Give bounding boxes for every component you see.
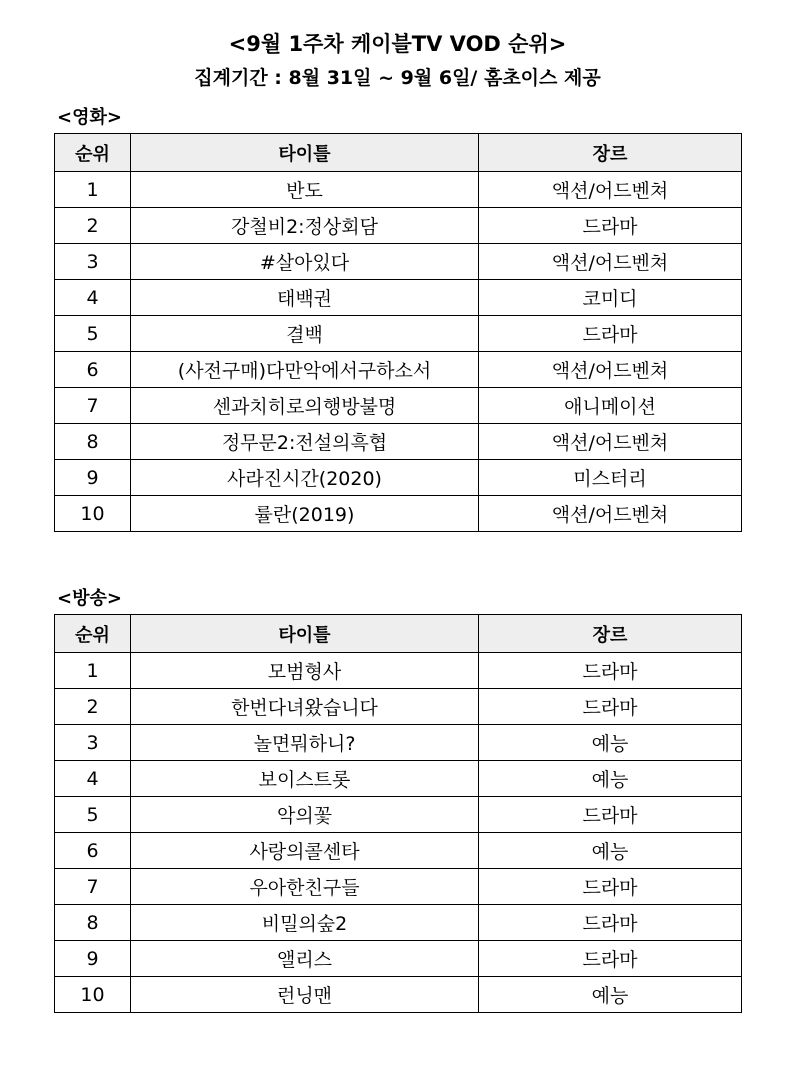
- genre-cell: 드라마: [479, 316, 742, 352]
- title-cell: 반도: [131, 172, 479, 208]
- genre-cell: 코미디: [479, 280, 742, 316]
- rank-cell: 10: [55, 977, 131, 1013]
- table-row: [55, 869, 742, 905]
- rank-cell: 7: [55, 869, 131, 905]
- column-header-rank: 순위: [55, 134, 131, 172]
- title-cell: 태백권: [131, 280, 479, 316]
- title-cell: 센과치히로의행방불명: [131, 388, 479, 424]
- table-row: [55, 316, 742, 352]
- genre-cell: 드라마: [479, 905, 742, 941]
- title-cell: 놀면뭐하니?: [131, 725, 479, 761]
- broadcast-section-label: <방송>: [57, 588, 122, 609]
- title-cell: #살아있다: [131, 244, 479, 280]
- genre-cell: 드라마: [479, 653, 742, 689]
- genre-cell: 드라마: [479, 797, 742, 833]
- rank-cell: 2: [55, 689, 131, 725]
- genre-cell: 예능: [479, 977, 742, 1013]
- rank-cell: 3: [55, 725, 131, 761]
- rank-cell: 3: [55, 244, 131, 280]
- movies-section-label: <영화>: [57, 107, 122, 128]
- table-row: [55, 761, 742, 797]
- genre-cell: 액션/어드벤쳐: [479, 496, 742, 532]
- column-header-title: 타이틀: [131, 615, 479, 653]
- table-row: [55, 905, 742, 941]
- table-row: [55, 388, 742, 424]
- rank-cell: 6: [55, 352, 131, 388]
- genre-cell: 예능: [479, 833, 742, 869]
- page-title: <9월 1주차 케이블TV VOD 순위>: [228, 32, 567, 56]
- column-header-rank: 순위: [55, 615, 131, 653]
- table-row: [55, 208, 742, 244]
- rank-cell: 8: [55, 424, 131, 460]
- rank-cell: 1: [55, 172, 131, 208]
- genre-cell: 액션/어드벤쳐: [479, 172, 742, 208]
- table-row: [55, 244, 742, 280]
- table-row: [55, 653, 742, 689]
- genre-cell: 드라마: [479, 689, 742, 725]
- title-cell: 우아한친구들: [131, 869, 479, 905]
- rank-cell: 6: [55, 833, 131, 869]
- genre-cell: 액션/어드벤쳐: [479, 352, 742, 388]
- title-cell: 악의꽃: [131, 797, 479, 833]
- genre-cell: 예능: [479, 725, 742, 761]
- rank-cell: 4: [55, 280, 131, 316]
- rank-cell: 4: [55, 761, 131, 797]
- title-cell: 비밀의숲2: [131, 905, 479, 941]
- title-cell: 사랑의콜센타: [131, 833, 479, 869]
- column-header-genre: 장르: [479, 615, 742, 653]
- column-header-genre: 장르: [479, 134, 742, 172]
- rank-cell: 5: [55, 797, 131, 833]
- table-row: [55, 352, 742, 388]
- genre-cell: 미스터리: [479, 460, 742, 496]
- title-cell: 결백: [131, 316, 479, 352]
- table-row: [55, 424, 742, 460]
- title-cell: 앨리스: [131, 941, 479, 977]
- table-header-row: [55, 134, 742, 172]
- table-row: [55, 941, 742, 977]
- rank-cell: 2: [55, 208, 131, 244]
- genre-cell: 액션/어드벤쳐: [479, 424, 742, 460]
- genre-cell: 예능: [479, 761, 742, 797]
- table-header-row: [55, 615, 742, 653]
- rank-cell: 8: [55, 905, 131, 941]
- title-cell: 보이스트롯: [131, 761, 479, 797]
- title-cell: 모범형사: [131, 653, 479, 689]
- rank-cell: 9: [55, 460, 131, 496]
- table-row: [55, 797, 742, 833]
- table-row: [55, 689, 742, 725]
- rank-cell: 10: [55, 496, 131, 532]
- genre-cell: 드라마: [479, 869, 742, 905]
- title-cell: 률란(2019): [131, 496, 479, 532]
- table-row: [55, 172, 742, 208]
- genre-cell: 액션/어드벤쳐: [479, 244, 742, 280]
- title-cell: 정무문2:전설의흑협: [131, 424, 479, 460]
- page-subtitle: 집계기간 : 8월 31일 ~ 9월 6일/ 홈초이스 제공: [194, 67, 601, 89]
- title-cell: 런닝맨: [131, 977, 479, 1013]
- title-cell: 사라진시간(2020): [131, 460, 479, 496]
- broadcast-table: [54, 614, 742, 1013]
- table-row: [55, 725, 742, 761]
- column-header-title: 타이틀: [131, 134, 479, 172]
- table-row: [55, 977, 742, 1013]
- rank-cell: 1: [55, 653, 131, 689]
- rank-cell: 9: [55, 941, 131, 977]
- rank-cell: 5: [55, 316, 131, 352]
- table-row: [55, 280, 742, 316]
- movies-table: [54, 133, 742, 532]
- table-row: [55, 833, 742, 869]
- rank-cell: 7: [55, 388, 131, 424]
- title-cell: 강철비2:정상회담: [131, 208, 479, 244]
- title-cell: (사전구매)다만악에서구하소서: [131, 352, 479, 388]
- genre-cell: 드라마: [479, 208, 742, 244]
- title-cell: 한번다녀왔습니다: [131, 689, 479, 725]
- genre-cell: 드라마: [479, 941, 742, 977]
- genre-cell: 애니메이션: [479, 388, 742, 424]
- table-row: [55, 460, 742, 496]
- table-row: [55, 496, 742, 532]
